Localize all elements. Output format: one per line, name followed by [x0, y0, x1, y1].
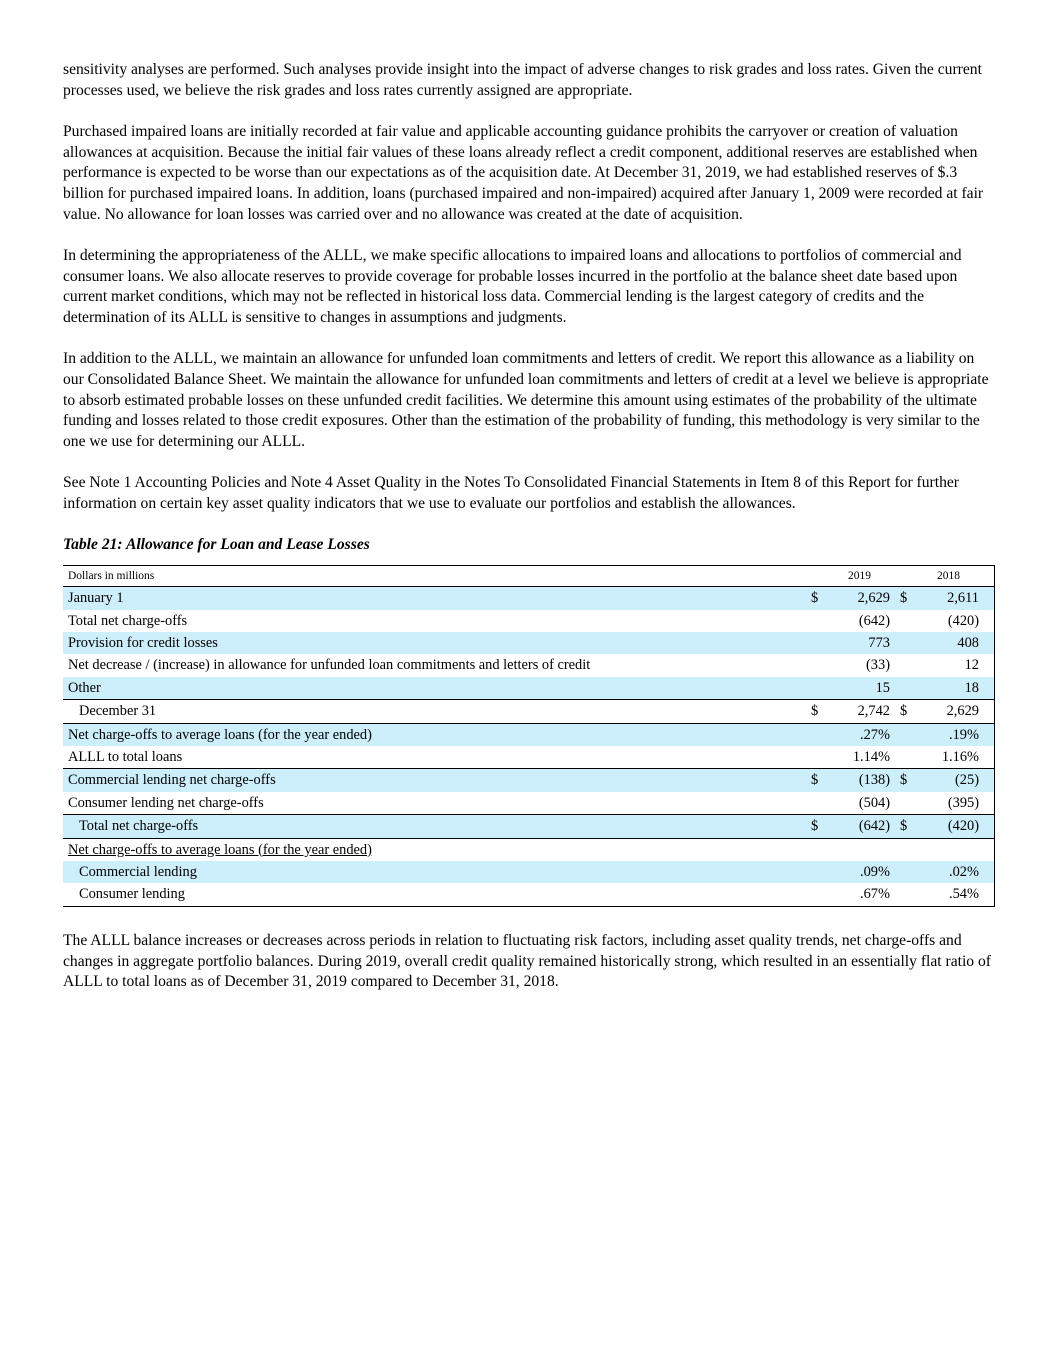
header-2018: 2018 — [918, 566, 979, 587]
value-2019: .27% — [829, 723, 890, 746]
table-row — [63, 883, 995, 906]
value-2018: (420) — [918, 815, 979, 838]
table-row — [63, 746, 995, 769]
value-2018: 1.16% — [918, 746, 979, 769]
currency-symbol — [900, 723, 918, 746]
value-2019: (642) — [858, 612, 890, 629]
currency-symbol: $ — [811, 587, 829, 610]
paragraph-purchased-impaired: Purchased impaired loans are initially recorded at fair value and applicable accounting guidance prohibits the carryover or creation of valuation allowances at acquisition. Because the initial fair values of these loans already reflect a credit component, additional reserves are established when performance is expected to be worse than our expectations as of the acquisition date. At December 31, 2019, we had established reserves of $.3 billion for purchased impaired loans. In addition, loans (purchased impaired and non-impaired) acquired after January 1, 2009 were recorded at fair value. No allowance for loan losses was carried over and no allowance was created at the date of acquisition. — [63, 122, 984, 223]
document-page — [63, 60, 993, 1013]
row-label: Consumer lending net charge-offs — [68, 794, 264, 811]
currency-symbol: $ — [900, 815, 918, 838]
table-row — [63, 587, 995, 610]
table-row — [63, 769, 995, 792]
value-2019: .67% — [829, 883, 890, 906]
allowance-table — [63, 565, 995, 907]
table-row-subheading — [63, 838, 995, 861]
currency-symbol — [811, 610, 829, 632]
paragraph-sensitivity: sensitivity analyses are performed. Such analyses provide insight into the impact of adverse changes to risk grades and loss rates. Given the current processes used, we believe the risk grades and loss rates currently assigned are appropriate. — [63, 61, 982, 99]
subheading-text: Net charge-offs to average loans (for the year ended) — [68, 841, 372, 858]
table-row — [63, 610, 995, 632]
currency-symbol — [900, 883, 918, 906]
currency-symbol: $ — [900, 587, 918, 610]
row-label: ALLL to total loans — [63, 746, 811, 769]
row-label — [63, 838, 811, 861]
currency-symbol — [900, 632, 918, 654]
row-label: Net charge-offs to average loans (for the year ended) — [63, 723, 811, 746]
paragraph-appropriateness: In determining the appropriateness of the ALLL, we make specific allocations to impaired loans and allocations to portfolios of commercial and consumer loans. We also allocate reserves to provide coverage for probable losses incurred in the portfolio at the balance sheet date based upon current market conditions, which may not be reflected in historical loss data. Commercial lending is the largest category of credits and the determination of its ALLL is sensitive to changes in assumptions and judgments. — [63, 246, 962, 327]
row-label: Commercial lending — [63, 861, 811, 883]
currency-symbol — [811, 792, 829, 815]
table-row — [63, 723, 995, 746]
value-2019: (642) — [829, 815, 890, 838]
table-row — [63, 677, 995, 700]
table-row — [63, 861, 995, 883]
table-row-total — [63, 700, 995, 723]
currency-symbol: $ — [811, 700, 829, 723]
paragraph-see-note: See Note 1 Accounting Policies and Note 4 Asset Quality in the Notes To Consolidated Financial Statements in Item 8 of this Report for further information on certain key asset quality indicators that we use to evaluate our portfolios and establish the allowances. — [63, 474, 959, 512]
row-label: Provision for credit losses — [63, 632, 811, 654]
value-2019: 1.14% — [829, 746, 890, 769]
value-2019: 2,629 — [829, 587, 890, 610]
row-label: Net decrease / (increase) in allowance for unfunded loan commitments and letters of credit — [68, 657, 591, 674]
currency-symbol — [811, 677, 829, 700]
currency-symbol — [900, 861, 918, 883]
value-2019: .09% — [829, 861, 890, 883]
row-label: Other — [63, 677, 811, 700]
value-2018: .54% — [918, 883, 979, 906]
paragraph-alll-balance: The ALLL balance increases or decreases across periods in relation to fluctuating risk factors, including asset quality trends, net charge-offs and changes in aggregate portfolio balances. During 2019, overall credit quality remained historically strong, which resulted in an essentially flat ratio of ALLL to total loans as of December 31, 2019 compared to December 31, 2018. — [63, 931, 991, 991]
value-2019: (33) — [866, 657, 890, 674]
currency-symbol — [900, 654, 918, 676]
value-2019: (504) — [858, 794, 890, 811]
value-2019: (138) — [829, 769, 890, 792]
currency-symbol: $ — [900, 700, 918, 723]
currency-symbol — [811, 746, 829, 769]
row-label: January 1 — [63, 587, 811, 610]
currency-symbol: $ — [811, 769, 829, 792]
value-2019: 15 — [829, 677, 890, 700]
paragraph-unfunded-commitments: In addition to the ALLL, we maintain an allowance for unfunded loan commitments and letters of credit. We report this allowance as a liability on our Consolidated Balance Sheet. We maintain the allowance for unfunded loan commitments and letters of credit at a level we believe is appropriate to absorb estimated probable losses on these unfunded credit facilities. We determine this amount using estimates of the probability of the ultimate funding and losses related to those credit exposures. Other than the estimation of the probability of funding, this methodology is very similar to the one we use for determining our ALLL. — [63, 350, 989, 451]
currency-symbol: $ — [900, 769, 918, 792]
currency-symbol — [811, 632, 829, 654]
row-label: Total net charge-offs — [63, 815, 811, 838]
value-2018: (395) — [947, 794, 979, 811]
table-row — [63, 632, 995, 654]
currency-symbol — [900, 746, 918, 769]
currency-symbol — [900, 610, 918, 632]
value-2018: 18 — [918, 677, 979, 700]
currency-symbol — [811, 723, 829, 746]
value-2018: 2,611 — [918, 587, 979, 610]
table-header-row — [63, 566, 995, 587]
currency-symbol — [811, 883, 829, 906]
currency-symbol: $ — [811, 815, 829, 838]
row-label: Commercial lending net charge-offs — [63, 769, 811, 792]
header-2019: 2019 — [829, 566, 890, 587]
value-2018: (25) — [918, 769, 979, 792]
table-row-total — [63, 815, 995, 838]
table-title: Table 21: Allowance for Loan and Lease Losses — [63, 536, 370, 554]
value-2019: 773 — [829, 632, 890, 654]
row-label: Total net charge-offs — [68, 612, 188, 629]
currency-symbol — [900, 792, 918, 815]
currency-symbol — [811, 861, 829, 883]
table-row — [63, 792, 995, 815]
value-2018: .19% — [918, 723, 979, 746]
currency-symbol — [900, 677, 918, 700]
row-label: Consumer lending — [63, 883, 811, 906]
table-row — [63, 654, 995, 676]
value-2018: .02% — [918, 861, 979, 883]
value-2019: 2,742 — [829, 700, 890, 723]
header-label: Dollars in millions — [63, 566, 811, 587]
value-2018: 2,629 — [918, 700, 979, 723]
value-2018: (420) — [947, 612, 979, 629]
value-2018: 408 — [918, 632, 979, 654]
value-2018: 12 — [964, 657, 979, 674]
currency-symbol — [811, 654, 829, 676]
row-label: December 31 — [63, 700, 811, 723]
